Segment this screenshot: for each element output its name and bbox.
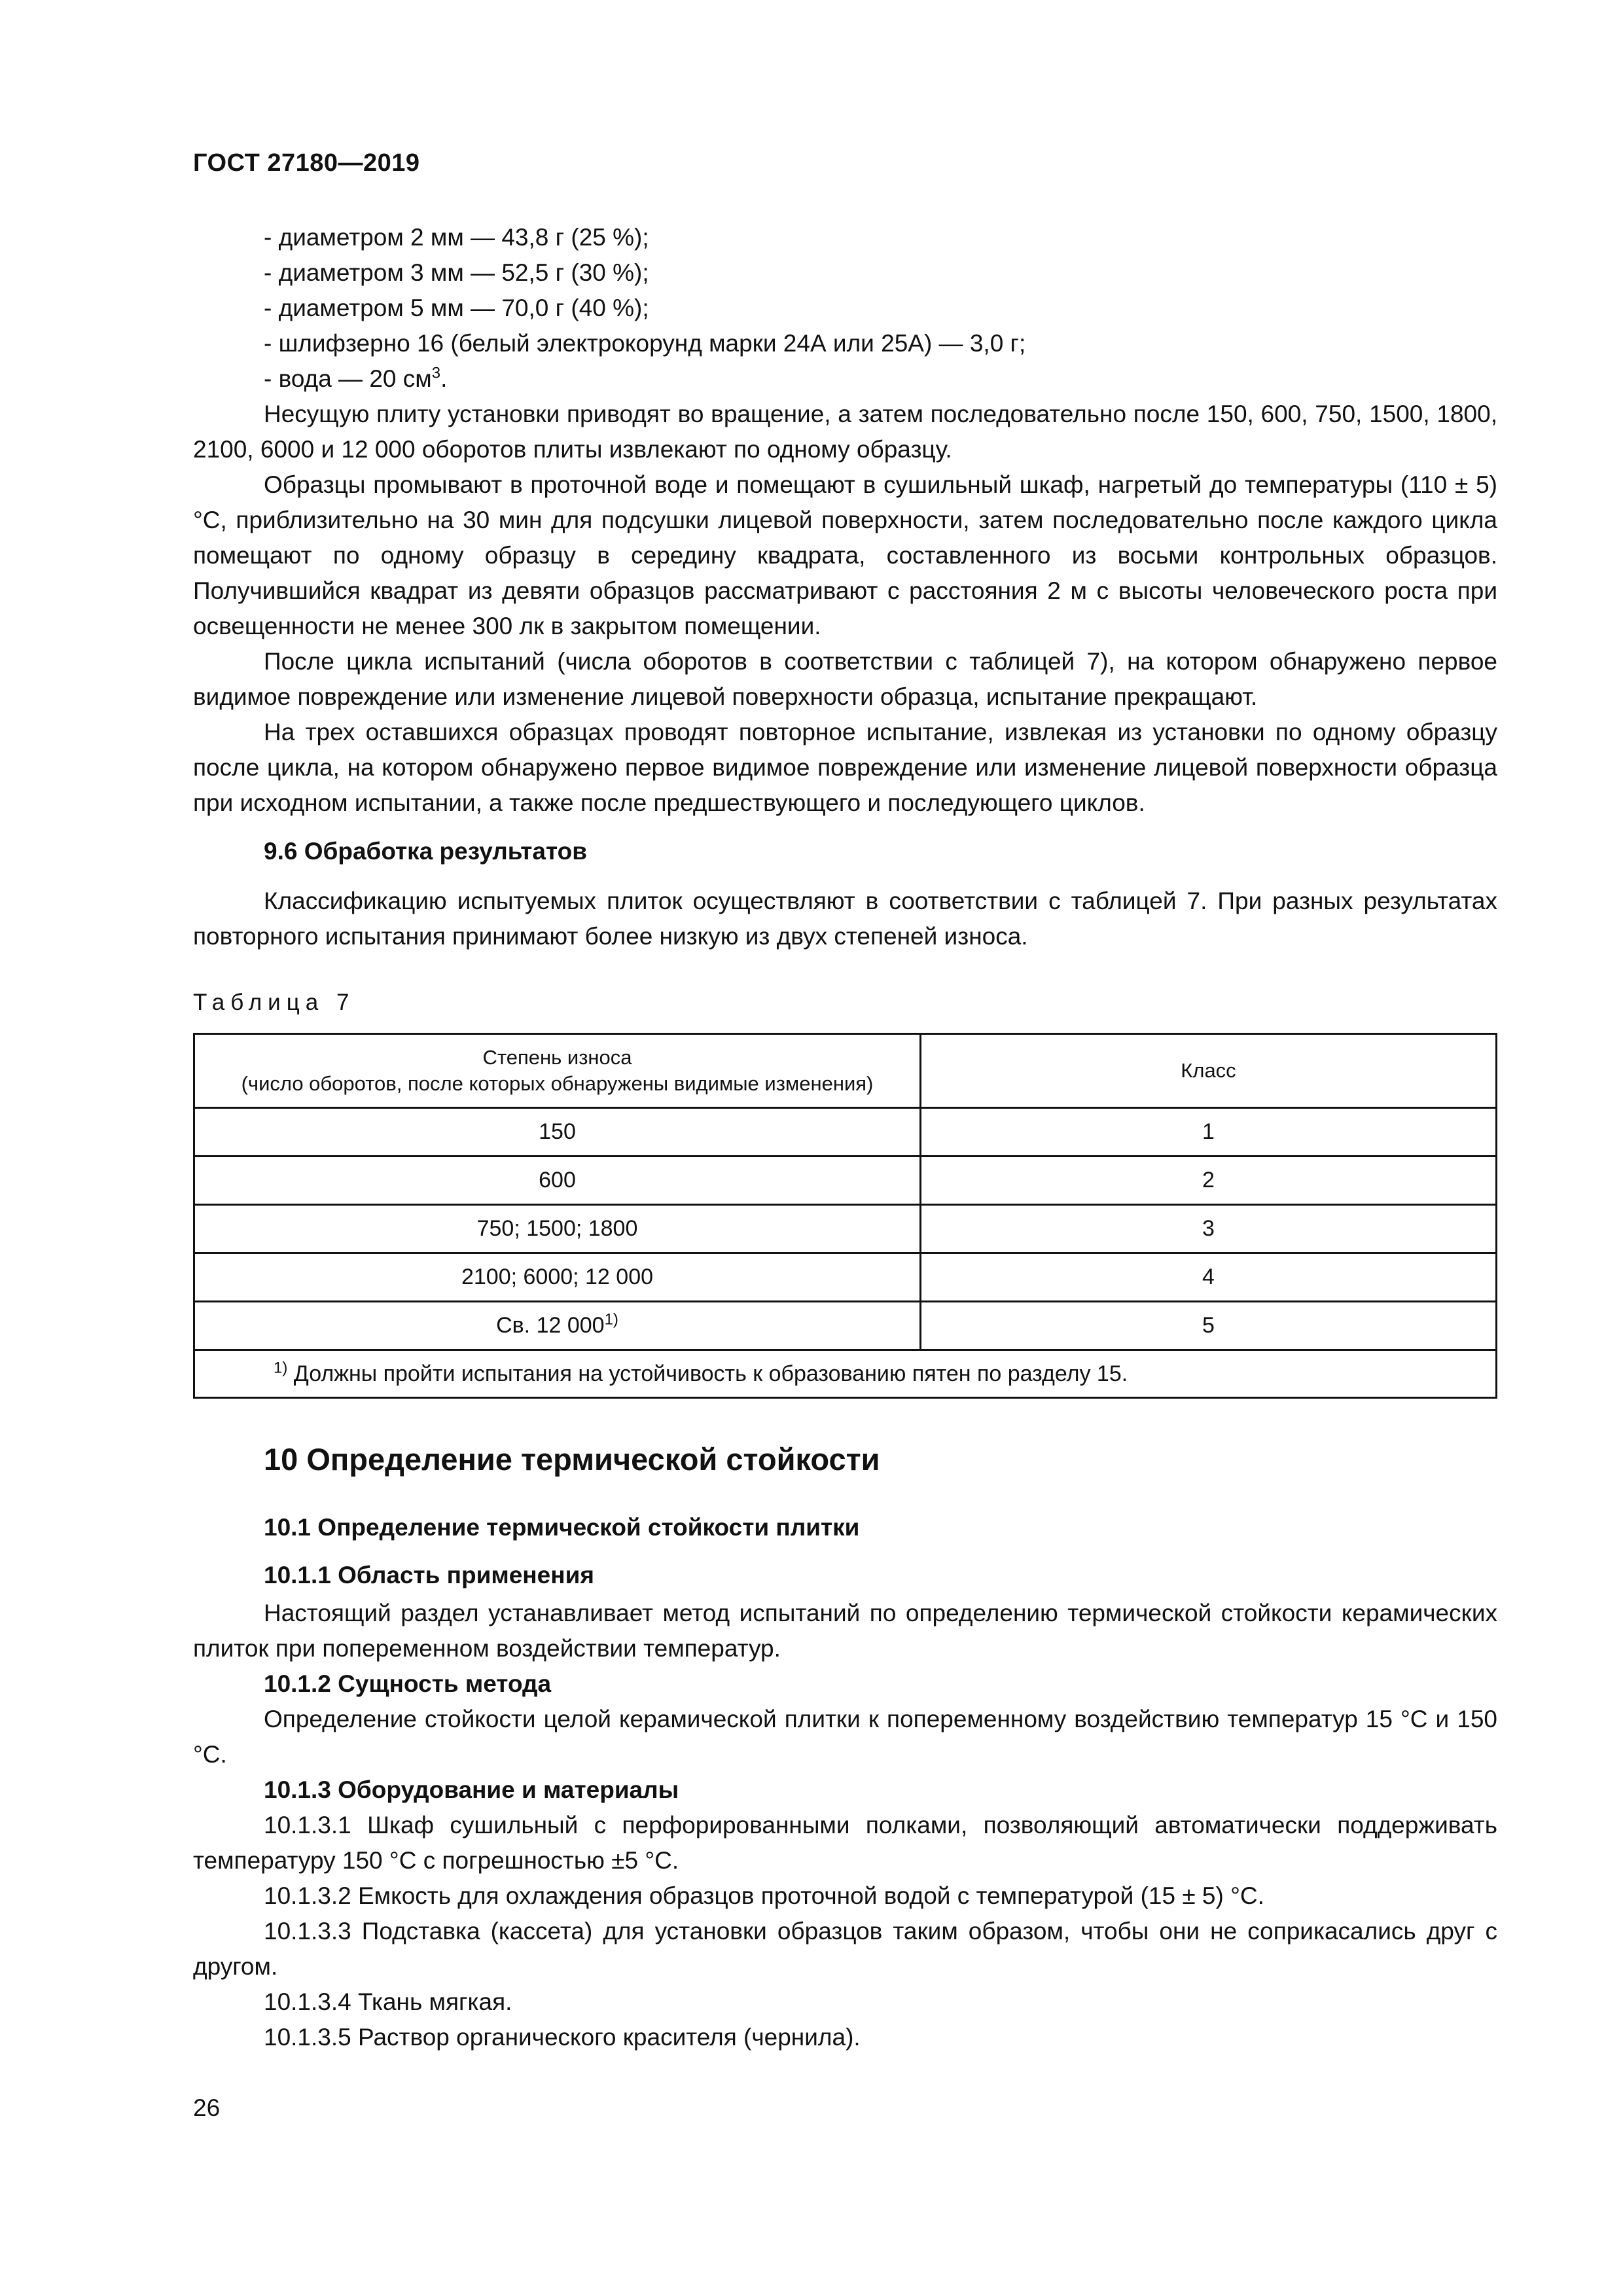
header-wear-degree	[194, 1034, 921, 1108]
section-heading-10-1: 10.1 Определение термической стойкости плитки	[264, 1514, 860, 1541]
paragraph: На трех оставшихся образцах проводят повторное испытание, извлекая из установки по одному образцу после цикла, на котором обнаружено первое видимое повреждение или изменение лицевой поверхности образца при исходном испытании, а также после предшествующего и последующего циклов.	[193, 719, 1497, 816]
water-end: .	[440, 365, 448, 392]
equipment-item: 10.1.3.2 Емкость для охлаждения образцов проточной водой с температурой (15 ± 5) °С.	[264, 1882, 1264, 1909]
table-row	[194, 1205, 1497, 1253]
table-row	[194, 1302, 1497, 1350]
table-footnote	[194, 1350, 1497, 1398]
table-row	[194, 1108, 1497, 1157]
section-heading-10-1-3: 10.1.3 Оборудование и материалы	[264, 1776, 679, 1803]
cell-class: 2	[921, 1157, 1497, 1205]
cell-class: 4	[921, 1253, 1497, 1302]
section-heading-10-1-1: 10.1.1 Область применения	[264, 1562, 594, 1588]
table-header-row	[194, 1034, 1497, 1108]
cell-wear: 2100; 6000; 12 000	[194, 1253, 921, 1302]
paragraph: Настоящий раздел устанавливает метод испытаний по определению термической стойкости керамических плиток при попеременном воздействии температур.	[193, 1600, 1497, 1662]
paragraph: После цикла испытаний (числа оборотов в соответствии с таблицей 7), на котором обнаружено первое видимое повреждение или изменение лицевой поверхности образца, испытание прекращают.	[193, 648, 1497, 710]
equipment-item: 10.1.3.3 Подставка (кассета) для установки образцов таким образом, чтобы они не соприкасались друг с другом.	[193, 1918, 1497, 1980]
page-number: 26	[193, 2094, 221, 2121]
table-caption: Таблица 7	[193, 990, 355, 1015]
cell-wear: 150	[194, 1108, 921, 1157]
footnote-mark: 1)	[274, 1359, 288, 1377]
section-heading-9-6: 9.6 Обработка результатов	[264, 838, 587, 865]
header-class: Класс	[921, 1034, 1497, 1108]
paragraph: Несущую плиту установки приводят во вращение, а затем последовательно после 150, 600, 750, 1500, 1800, 2100, 6000 и 12 000 оборотов плиты извлекают по одному образцу.	[193, 401, 1497, 463]
cell-class: 3	[921, 1205, 1497, 1253]
header-wear-line2: (число оборотов, после которых обнаружены видимые изменения)	[241, 1072, 874, 1095]
superscript: 3	[431, 364, 441, 382]
cell-wear: 750; 1500; 1800	[194, 1205, 921, 1253]
list-item	[193, 361, 1497, 397]
wear-class-table	[193, 1033, 1497, 1399]
cell-wear: 600	[194, 1157, 921, 1205]
section-10-body	[193, 1596, 1497, 2055]
list-item: - диаметром 2 мм — 43,8 г (25 %);	[264, 224, 649, 251]
materials-list	[193, 220, 1497, 821]
list-item: - диаметром 3 мм — 52,5 г (30 %);	[264, 259, 649, 286]
cell-class: 1	[921, 1108, 1497, 1157]
footnote-ref: 1)	[604, 1310, 618, 1329]
paragraph: Классификацию испытуемых плиток осуществляют в соответствии с таблицей 7. При разных результатах повторного испытания принимают более низкую из двух степеней износа.	[193, 888, 1497, 950]
water-text: - вода — 20 см	[264, 365, 432, 392]
equipment-item: 10.1.3.4 Ткань мягкая.	[264, 1988, 512, 2015]
table-row	[194, 1253, 1497, 1302]
section-title-10: 10 Определение термической стойкости	[264, 1442, 880, 1477]
table-row	[194, 1157, 1497, 1205]
footnote-text: Должны пройти испытания на устойчивость к образованию пятен по разделу 15.	[287, 1361, 1128, 1386]
header-wear-line1: Степень износа	[482, 1046, 632, 1069]
paragraph: Образцы промывают в проточной воде и помещают в сушильный шкаф, нагретый до температуры (110 ± 5) °С, приблизительно на 30 мин для подсушки лицевой поверхности, затем последовательно после каждого цикла помещают по одному образцу в середину квадрата, составленного из восьми контрольных образцов. Получившийся квадрат из девяти образцов рассматривают с расстояния 2 м с высоты человеческого роста при освещенности не менее 300 лк в закрытом помещении.	[193, 471, 1497, 639]
list-item: - диаметром 5 мм — 70,0 г (40 %);	[264, 295, 649, 321]
cell-wear	[194, 1302, 921, 1350]
section-heading-10-1-2: 10.1.2 Сущность метода	[264, 1670, 552, 1697]
equipment-item: 10.1.3.5 Раствор органического красителя (чернила).	[264, 2024, 861, 2051]
cell-wear-text: Св. 12 000	[496, 1313, 605, 1338]
cell-class: 5	[921, 1302, 1497, 1350]
list-item: - шлифзерно 16 (белый электрокорунд марки 24А или 25А) — 3,0 г;	[264, 330, 1026, 357]
table-footnote-row	[194, 1350, 1497, 1398]
section-9-6-text	[193, 884, 1497, 954]
paragraph: Определение стойкости целой керамической плитки к попеременному воздействию температур 15 °С и 150 °С.	[193, 1706, 1497, 1768]
document-header: ГОСТ 27180—2019	[193, 149, 420, 177]
equipment-item: 10.1.3.1 Шкаф сушильный с перфорированными полками, позволяющий автоматически поддерживать температуру 150 °С с погрешностью ±5 °С.	[193, 1812, 1497, 1874]
